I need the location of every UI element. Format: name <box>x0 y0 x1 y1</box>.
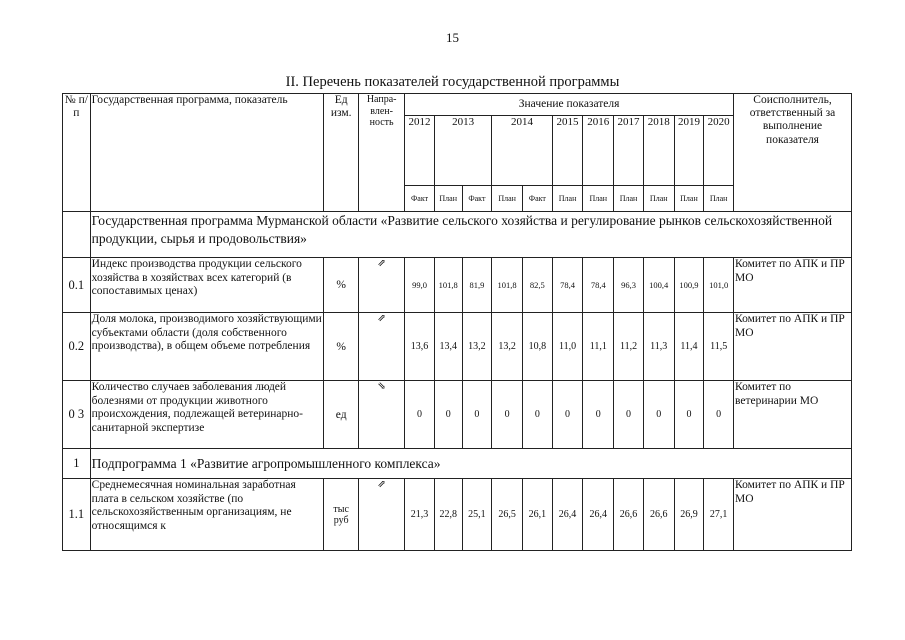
value-cell: 27,1 <box>704 479 734 551</box>
value-cell: 101,0 <box>704 258 734 313</box>
header-responsible: Соисполнитель, ответственный за выполнение показателя <box>734 94 852 212</box>
indicator-name: Количество случаев заболевания людей болезнями от продукции животного происхождения, подлежащей ветеринарно-санитарной экспертизе <box>90 381 324 449</box>
value-cell: 26,5 <box>492 479 523 551</box>
row-num: 0.1 <box>63 258 91 313</box>
value-cell: 99,0 <box>405 258 435 313</box>
table-row <box>63 479 852 551</box>
value-cell: 0 <box>492 381 523 449</box>
responsible-cell: Комитет по АПК и ПР МО <box>734 258 852 313</box>
year-2012: 2012 <box>405 116 435 186</box>
value-cell: 0 <box>643 381 674 449</box>
value-cell: 26,4 <box>583 479 614 551</box>
value-cell: 78,4 <box>583 258 614 313</box>
header-num: № п/п <box>63 94 91 212</box>
value-cell: 26,9 <box>674 479 704 551</box>
value-cell: 11,4 <box>674 313 704 381</box>
subheader-cell: План <box>704 186 734 212</box>
subheader-cell: Факт <box>405 186 435 212</box>
row-num: 0 3 <box>63 381 91 449</box>
unit-cell: % <box>324 258 359 313</box>
value-cell: 0 <box>704 381 734 449</box>
value-cell: 0 <box>405 381 435 449</box>
responsible-cell: Комитет по ветеринарии МО <box>734 381 852 449</box>
page-title: II. Перечень показателей государственной программы <box>285 74 620 90</box>
arrow-up-right-icon: ⇗ <box>377 313 386 324</box>
value-cell: 100,4 <box>643 258 674 313</box>
subheader-cell: План <box>614 186 644 212</box>
value-cell: 22,8 <box>434 479 462 551</box>
value-cell: 0 <box>462 381 492 449</box>
responsible-cell: Комитет по АПК и ПР МО <box>734 479 852 551</box>
unit-cell: ед <box>324 381 359 449</box>
arrow-down-right-icon: ⇘ <box>377 381 386 392</box>
program-num-cell <box>63 212 91 258</box>
value-cell: 0 <box>614 381 644 449</box>
arrow-up-right-icon: ⇗ <box>377 258 386 269</box>
value-cell: 21,3 <box>405 479 435 551</box>
indicators-table <box>62 93 852 551</box>
year-2014: 2014 <box>492 116 552 186</box>
header-direction: Напра-влен-ность <box>359 94 405 212</box>
subheader-cell: Факт <box>462 186 492 212</box>
program-title-row <box>63 212 852 258</box>
subheader-cell: План <box>552 186 583 212</box>
value-cell: 0 <box>522 381 552 449</box>
subheader-cell: План <box>674 186 704 212</box>
subheader-cell: План <box>583 186 614 212</box>
header-row-1 <box>63 94 852 116</box>
year-2019: 2019 <box>674 116 704 186</box>
value-cell: 11,0 <box>552 313 583 381</box>
value-cell: 11,5 <box>704 313 734 381</box>
indicator-name: Индекс производства продукции сельского хозяйства в хозяйствах всех категорий (в сопоставимых ценах) <box>90 258 324 313</box>
row-num: 0.2 <box>63 313 91 381</box>
year-2018: 2018 <box>643 116 674 186</box>
value-cell: 13,4 <box>434 313 462 381</box>
subheader-cell: План <box>492 186 523 212</box>
value-cell: 101,8 <box>492 258 523 313</box>
value-cell: 11,3 <box>643 313 674 381</box>
value-cell: 82,5 <box>522 258 552 313</box>
unit-cell: тыс руб <box>324 479 359 551</box>
value-cell: 26,6 <box>643 479 674 551</box>
year-2015: 2015 <box>552 116 583 186</box>
value-cell: 78,4 <box>552 258 583 313</box>
subprogram-num: 1 <box>63 449 91 479</box>
value-cell: 13,2 <box>492 313 523 381</box>
subheader-cell: План <box>643 186 674 212</box>
value-cell: 101,8 <box>434 258 462 313</box>
page-number: 15 <box>446 30 459 45</box>
year-2013: 2013 <box>434 116 491 186</box>
value-cell: 0 <box>434 381 462 449</box>
subheader-cell: План <box>434 186 462 212</box>
value-cell: 0 <box>674 381 704 449</box>
value-cell: 25,1 <box>462 479 492 551</box>
unit-cell: % <box>324 313 359 381</box>
value-cell: 96,3 <box>614 258 644 313</box>
value-cell: 100,9 <box>674 258 704 313</box>
header-name: Государственная программа, показатель <box>90 94 324 212</box>
value-cell: 0 <box>583 381 614 449</box>
subprogram-title: Подпрограмма 1 «Развитие агропромышленного комплекса» <box>90 449 851 479</box>
value-cell: 26,6 <box>614 479 644 551</box>
program-title: Государственная программа Мурманской области «Развитие сельского хозяйства и регулирование рынков сельскохозяйственной продукции, сырья и продовольствия» <box>90 212 851 258</box>
row-num: 1.1 <box>63 479 91 551</box>
value-cell: 11,2 <box>614 313 644 381</box>
indicator-name: Среднемесячная номинальная заработная плата в сельском хозяйстве (по сельскохозяйственным организациям, не относящимся к <box>90 479 324 551</box>
table-row <box>63 381 852 449</box>
header-value-group: Значение показателя <box>405 94 734 116</box>
value-cell: 10,8 <box>522 313 552 381</box>
indicator-name: Доля молока, производимого хозяйствующими субъектами области (доля собственного производства), в общем объеме потребления <box>90 313 324 381</box>
year-2020: 2020 <box>704 116 734 186</box>
value-cell: 13,2 <box>462 313 492 381</box>
year-2017: 2017 <box>614 116 644 186</box>
value-cell: 81,9 <box>462 258 492 313</box>
value-cell: 11,1 <box>583 313 614 381</box>
responsible-cell: Комитет по АПК и ПР МО <box>734 313 852 381</box>
value-cell: 0 <box>552 381 583 449</box>
table-row <box>63 313 852 381</box>
subheader-cell: Факт <box>522 186 552 212</box>
value-cell: 26,1 <box>522 479 552 551</box>
year-2016: 2016 <box>583 116 614 186</box>
table-row <box>63 258 852 313</box>
arrow-up-right-icon: ⇗ <box>377 479 386 490</box>
header-unit: Ед изм. <box>324 94 359 212</box>
value-cell: 26,4 <box>552 479 583 551</box>
subprogram-row <box>63 449 852 479</box>
value-cell: 13,6 <box>405 313 435 381</box>
